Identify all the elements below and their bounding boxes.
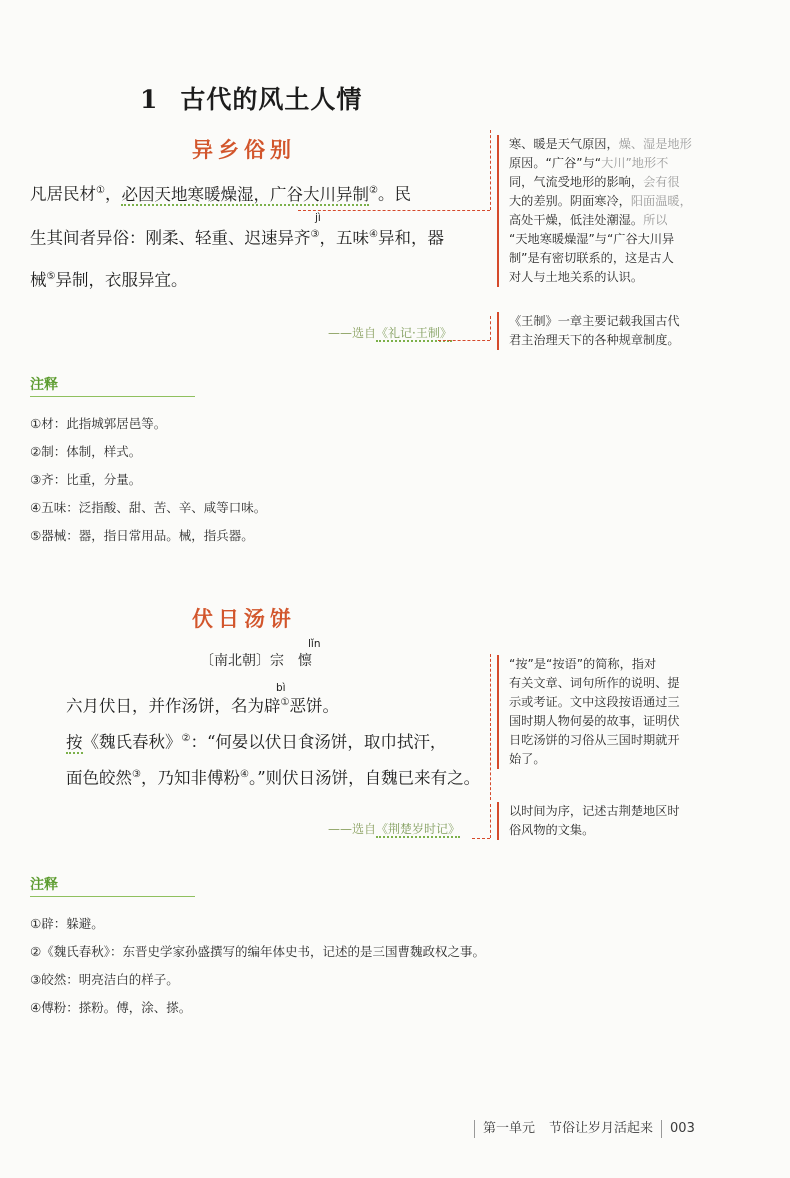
notes-rule: [30, 896, 195, 897]
note-item: ②《魏氏春秋》：东晋史学家孙盛撰写的编年体史书，记述的是三国曹魏政权之事。: [30, 944, 485, 959]
connector-line: [490, 654, 491, 800]
note-item: ⑤器械：器，指日常用品。械，指兵器。: [30, 528, 254, 543]
note-item: ③齐：比重，分量。: [30, 472, 142, 487]
connector-line: [490, 130, 491, 210]
connector-line: [298, 210, 490, 211]
pinyin-lin: lǐn: [308, 638, 321, 650]
lesson-number: 1: [140, 85, 159, 114]
section1-line3: 械⑤异制，衣服异宜。: [30, 270, 188, 290]
section2-source: ——选自《荆楚岁时记》: [328, 822, 461, 836]
note-item: ④傅粉：搽粉。傅，涂、搽。: [30, 1000, 192, 1015]
side-note-anyu: “按”是“按语”的简称，指对 有关文章、词句所作的说明、提 示或考证。文中这段按语通过三 国时期人物何晏的故事，证明伏 日吃汤饼的习俗从三国时期就开 始了。: [497, 655, 749, 769]
pinyin-bi: bì: [276, 682, 286, 694]
footer-divider: [661, 1120, 662, 1138]
footer-divider: [474, 1120, 475, 1138]
footnote-ref: ⑤: [46, 271, 56, 282]
connector-line: [472, 838, 490, 839]
side-note-climate: 寒、暖是天气原因，燥、湿是地形 原因。“广谷”与“大川”地形不 同，气流受地形的影响，会有很 大的差别。阴面寒冷，阳面温暖， 高处干燥，低洼处潮湿。所以 “天地寒暖燥湿”与“广谷大川异 制”是有密切联系的，这是古人 对人与土地关系的认识。: [497, 135, 749, 287]
note-item: ②制：体制，样式。: [30, 444, 142, 459]
note-item: ①材：此指城郭居邑等。: [30, 416, 167, 431]
footnote-ref: ②: [181, 733, 191, 744]
footnote-ref: ①: [280, 697, 290, 708]
note-item: ①辟：躲避。: [30, 916, 104, 931]
book-title: 《魏氏春秋》: [82, 732, 182, 752]
note-item: ③皎然：明亮洁白的样子。: [30, 972, 179, 987]
footnote-ref: ①: [96, 185, 105, 196]
section1-title: 异乡俗别: [192, 137, 296, 162]
underlined-word: 按: [66, 732, 83, 752]
section2-line1: 六月伏日，并作汤饼，名为辟①恶饼。: [66, 696, 339, 716]
author-dynasty: 〔南北朝〕: [200, 653, 270, 669]
underlined-phrase: 必因天地寒暖燥湿，广谷大川异制: [121, 184, 369, 204]
connector-line: [438, 340, 490, 341]
section1-line1: 凡居民材①，必因天地寒暖燥湿，广谷大川异制②。民: [30, 184, 411, 204]
section2-line2: 按《魏氏春秋》②：“何晏以伏日食汤饼，取巾拭汗，: [66, 732, 447, 752]
lesson-title-text: 古代的风土人情: [180, 85, 363, 114]
section2-line3: 面色皎然③，乃知非傅粉④。”则伏日汤饼，自魏已来有之。: [66, 768, 481, 788]
author-line: 〔南北朝〕宗 懔: [200, 653, 312, 669]
section1-line2: 生其间者异俗：刚柔、轻重、迟速异齐③，五味④异和，器: [30, 228, 444, 248]
footnote-ref: ②: [368, 185, 378, 196]
page-number: 003: [670, 1121, 695, 1136]
source-book: 《礼记·王制》: [376, 326, 452, 340]
side-note-jingchu: 以时间为序，记述古荆楚地区时 俗风物的文集。: [497, 802, 749, 840]
source-book: 《荆楚岁时记》: [376, 822, 461, 836]
footnote-ref: ④: [368, 229, 378, 240]
pinyin-ji: jì: [315, 212, 321, 224]
note-item: ④五味：泛指酸、甜、苦、辛、咸等口味。: [30, 500, 267, 515]
footnote-ref: ④: [239, 769, 249, 780]
connector-line: [490, 316, 491, 340]
side-note-wangzhi: 《王制》一章主要记载我国古代 君主治理天下的各种规章制度。: [497, 312, 749, 350]
footer-unit: 第一单元: [483, 1121, 536, 1136]
notes-rule: [30, 396, 195, 397]
footer-theme: 节俗让岁月活起来: [549, 1121, 654, 1136]
page-footer: [466, 1117, 695, 1138]
footnote-ref: ③: [310, 229, 320, 240]
notes1-heading: 注释: [30, 377, 58, 393]
section2-title: 伏日汤饼: [192, 606, 296, 631]
connector-line: [490, 804, 491, 838]
notes2-heading: 注释: [30, 877, 58, 893]
lesson-title: [140, 80, 362, 116]
footnote-ref: ③: [132, 769, 141, 780]
section1-source: ——选自《礼记·王制》: [328, 326, 452, 340]
